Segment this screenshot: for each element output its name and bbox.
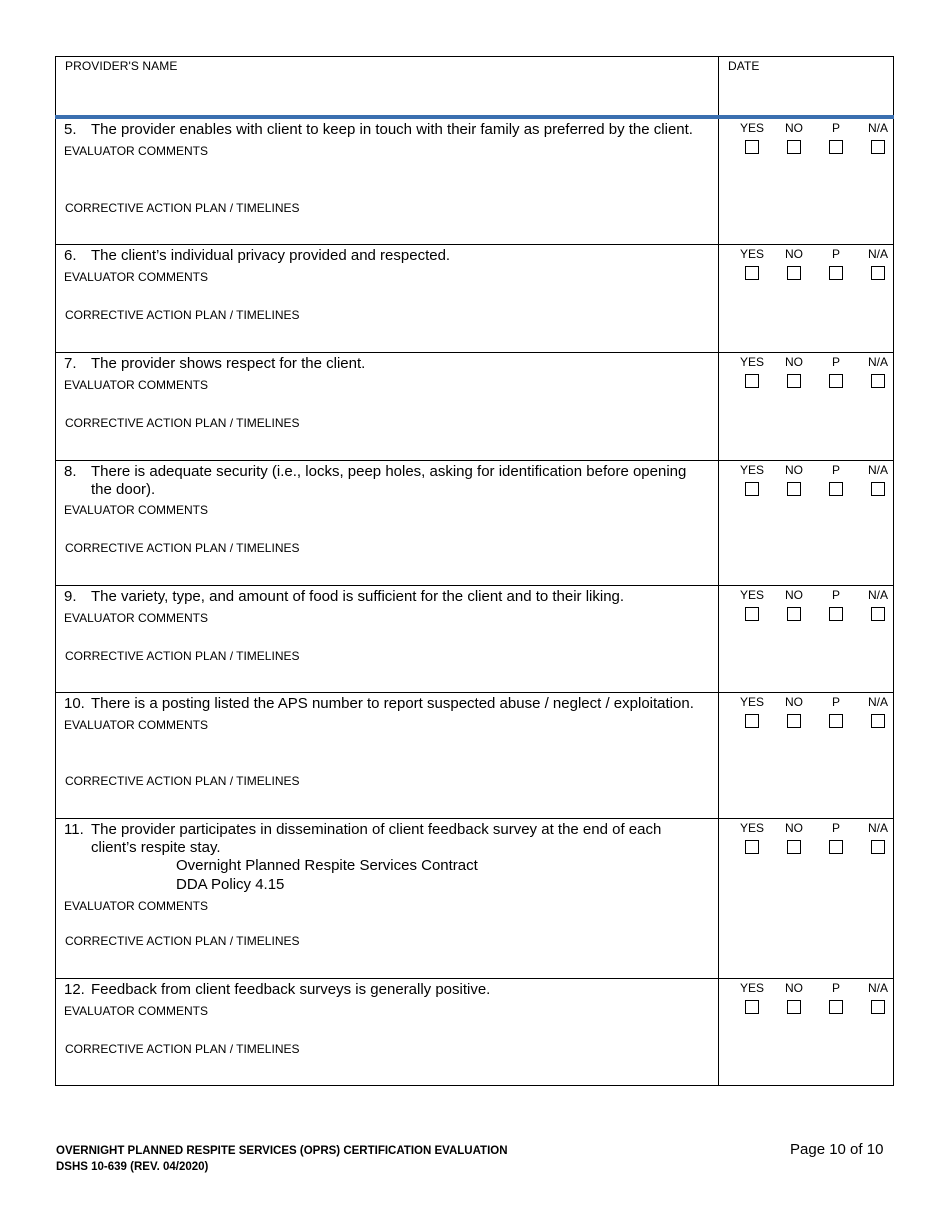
option-no: NO bbox=[774, 121, 814, 154]
option-yes: YES bbox=[732, 247, 772, 280]
option-na: N/A bbox=[858, 695, 898, 728]
option-no: NO bbox=[774, 588, 814, 621]
evaluator-comments-label: EVALUATOR COMMENTS bbox=[64, 899, 209, 913]
no-checkbox[interactable] bbox=[787, 840, 801, 854]
p-checkbox[interactable] bbox=[829, 840, 843, 854]
no-checkbox[interactable] bbox=[787, 140, 801, 154]
option-na: N/A bbox=[858, 463, 898, 496]
corrective-action-label: CORRECTIVE ACTION PLAN / TIMELINES bbox=[65, 934, 300, 948]
corrective-action-label: CORRECTIVE ACTION PLAN / TIMELINES bbox=[65, 774, 300, 788]
reference-line: DDA Policy 4.15 bbox=[176, 876, 285, 893]
na-checkbox[interactable] bbox=[871, 374, 885, 388]
option-p: P bbox=[816, 821, 856, 854]
option-yes: YES bbox=[732, 463, 772, 496]
p-checkbox[interactable] bbox=[829, 140, 843, 154]
form-footer bbox=[56, 1143, 508, 1175]
provider-header-table bbox=[55, 56, 894, 116]
option-yes: YES bbox=[732, 121, 772, 154]
yes-checkbox[interactable] bbox=[745, 1000, 759, 1014]
option-yes: YES bbox=[732, 355, 772, 388]
item-question: 11. The provider participates in dissemination of client feedback survey at the end of each client’s respite stay. bbox=[64, 821, 662, 856]
item-question: 9. The variety, type, and amount of food is sufficient for the client and to their liking. bbox=[64, 588, 625, 605]
evaluation-items bbox=[55, 119, 894, 1086]
evaluator-comments-label: EVALUATOR COMMENTS bbox=[64, 610, 209, 625]
item-row-6 bbox=[55, 245, 894, 353]
p-checkbox[interactable] bbox=[829, 1000, 843, 1014]
na-checkbox[interactable] bbox=[871, 140, 885, 154]
option-na: N/A bbox=[858, 821, 898, 854]
yes-checkbox[interactable] bbox=[745, 714, 759, 728]
na-checkbox[interactable] bbox=[871, 482, 885, 496]
option-p: P bbox=[816, 695, 856, 728]
evaluator-comments-label: EVALUATOR COMMENTS bbox=[64, 717, 209, 732]
item-question: 10. There is a posting listed the APS number to report suspected abuse / neglect / exploitation. bbox=[64, 695, 694, 712]
item-question: 8. There is adequate security (i.e., locks, peep holes, asking for identification before opening the door). bbox=[64, 463, 687, 498]
page-number: Page 10 of 10 bbox=[790, 1141, 884, 1158]
evaluator-comments-label: EVALUATOR COMMENTS bbox=[64, 143, 209, 158]
p-checkbox[interactable] bbox=[829, 714, 843, 728]
item-question: 12. Feedback from client feedback surveys is generally positive. bbox=[64, 981, 491, 998]
option-na: N/A bbox=[858, 588, 898, 621]
corrective-action-label: CORRECTIVE ACTION PLAN / TIMELINES bbox=[65, 541, 300, 555]
corrective-action-label: CORRECTIVE ACTION PLAN / TIMELINES bbox=[65, 308, 300, 322]
p-checkbox[interactable] bbox=[829, 266, 843, 280]
no-checkbox[interactable] bbox=[787, 482, 801, 496]
item-row-7 bbox=[55, 353, 894, 461]
yes-checkbox[interactable] bbox=[745, 374, 759, 388]
option-p: P bbox=[816, 981, 856, 1014]
item-row-8 bbox=[55, 461, 894, 586]
option-no: NO bbox=[774, 355, 814, 388]
option-na: N/A bbox=[858, 981, 898, 1014]
corrective-action-label: CORRECTIVE ACTION PLAN / TIMELINES bbox=[65, 649, 300, 663]
yes-checkbox[interactable] bbox=[745, 607, 759, 621]
p-checkbox[interactable] bbox=[829, 482, 843, 496]
no-checkbox[interactable] bbox=[787, 1000, 801, 1014]
date-cell[interactable] bbox=[719, 57, 893, 115]
p-checkbox[interactable] bbox=[829, 607, 843, 621]
option-p: P bbox=[816, 463, 856, 496]
corrective-action-label: CORRECTIVE ACTION PLAN / TIMELINES bbox=[65, 201, 300, 215]
corrective-action-label: CORRECTIVE ACTION PLAN / TIMELINES bbox=[65, 1042, 300, 1056]
item-row-11 bbox=[55, 819, 894, 979]
option-p: P bbox=[816, 247, 856, 280]
option-na: N/A bbox=[858, 355, 898, 388]
item-question: 6. The client’s individual privacy provided and respected. bbox=[64, 247, 451, 264]
item-question: 5. The provider enables with client to keep in touch with their family as preferred by the client. bbox=[64, 121, 693, 138]
option-yes: YES bbox=[732, 981, 772, 1014]
option-yes: YES bbox=[732, 821, 772, 854]
form-number: DSHS 10-639 (REV. 04/2020) bbox=[56, 1161, 209, 1173]
no-checkbox[interactable] bbox=[787, 607, 801, 621]
na-checkbox[interactable] bbox=[871, 714, 885, 728]
no-checkbox[interactable] bbox=[787, 374, 801, 388]
option-p: P bbox=[816, 121, 856, 154]
option-no: NO bbox=[774, 463, 814, 496]
reference-line: Overnight Planned Respite Services Contract bbox=[176, 857, 478, 874]
option-na: N/A bbox=[858, 121, 898, 154]
item-row-9 bbox=[55, 586, 894, 693]
na-checkbox[interactable] bbox=[871, 266, 885, 280]
evaluator-comments-label: EVALUATOR COMMENTS bbox=[64, 377, 209, 392]
option-no: NO bbox=[774, 981, 814, 1014]
provider-name-cell[interactable] bbox=[56, 57, 719, 115]
form-title: OVERNIGHT PLANNED RESPITE SERVICES (OPRS) CERTIFICATION EVALUATION bbox=[56, 1145, 508, 1157]
na-checkbox[interactable] bbox=[871, 1000, 885, 1014]
date-label: DATE bbox=[728, 59, 760, 73]
corrective-action-label: CORRECTIVE ACTION PLAN / TIMELINES bbox=[65, 416, 300, 430]
p-checkbox[interactable] bbox=[829, 374, 843, 388]
na-checkbox[interactable] bbox=[871, 607, 885, 621]
item-row-12 bbox=[55, 979, 894, 1086]
option-no: NO bbox=[774, 247, 814, 280]
option-no: NO bbox=[774, 821, 814, 854]
option-p: P bbox=[816, 588, 856, 621]
option-yes: YES bbox=[732, 588, 772, 621]
no-checkbox[interactable] bbox=[787, 266, 801, 280]
option-no: NO bbox=[774, 695, 814, 728]
yes-checkbox[interactable] bbox=[745, 266, 759, 280]
option-na: N/A bbox=[858, 247, 898, 280]
item-row-5 bbox=[55, 119, 894, 245]
option-p: P bbox=[816, 355, 856, 388]
no-checkbox[interactable] bbox=[787, 714, 801, 728]
evaluator-comments-label: EVALUATOR COMMENTS bbox=[64, 1003, 209, 1018]
item-row-10 bbox=[55, 693, 894, 819]
evaluator-comments-label: EVALUATOR COMMENTS bbox=[64, 503, 209, 517]
yes-checkbox[interactable] bbox=[745, 140, 759, 154]
yes-checkbox[interactable] bbox=[745, 840, 759, 854]
evaluator-comments-label: EVALUATOR COMMENTS bbox=[64, 269, 209, 284]
provider-name-label: PROVIDER'S NAME bbox=[65, 59, 178, 73]
na-checkbox[interactable] bbox=[871, 840, 885, 854]
yes-checkbox[interactable] bbox=[745, 482, 759, 496]
option-yes: YES bbox=[732, 695, 772, 728]
item-question: 7. The provider shows respect for the client. bbox=[64, 355, 366, 372]
